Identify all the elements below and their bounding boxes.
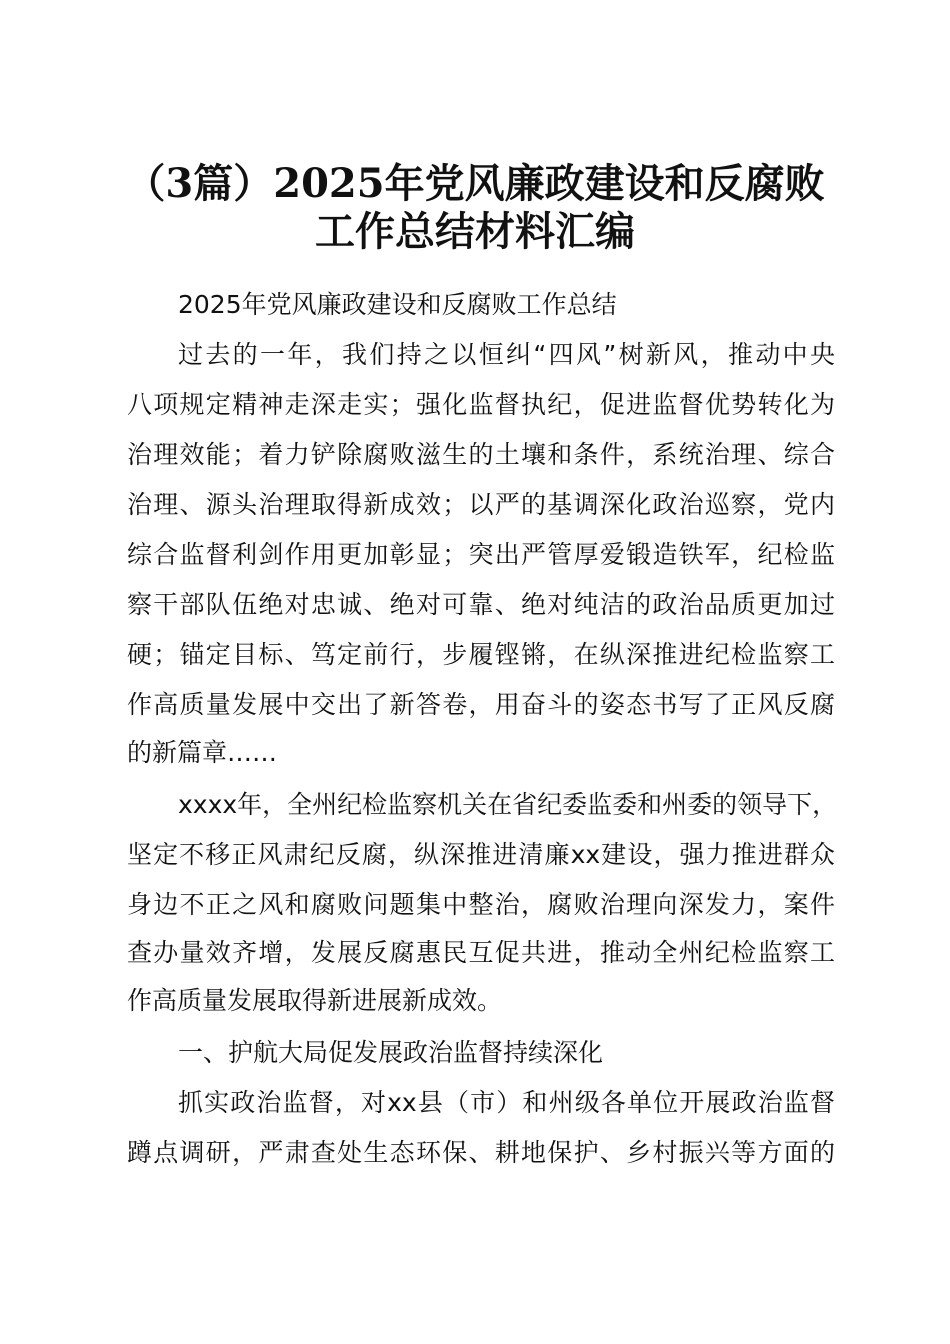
intro-paragraph-line: 过去的一年，我们持之以恒纠“四风”树新风，推动中央 bbox=[178, 340, 835, 369]
intro-paragraph-line: 的新篇章…… bbox=[127, 738, 278, 767]
intro-paragraph-line: 硬；锚定目标、笃定前行，步履铿锵，在纵深推进纪检监察工 bbox=[127, 640, 835, 669]
intro-paragraph-line: 治理、源头治理取得新成效；以严的基调深化政治巡察，党内 bbox=[127, 490, 835, 519]
intro-paragraph-line: 综合监督利剑作用更加彰显；突出严管厚爱锻造铁军，纪检监 bbox=[127, 540, 835, 569]
document-title-line-1: （3篇）2025年党风廉政建设和反腐败 bbox=[125, 160, 825, 207]
summary-paragraph-line: 坚定不移正风肃纪反腐，纵深推进清廉xx建设，强力推进群众 bbox=[127, 840, 835, 869]
section-paragraph-line: 蹲点调研，严肃查处生态环保、耕地保护、乡村振兴等方面的 bbox=[127, 1138, 835, 1167]
section-paragraph-line: 抓实政治监督，对xx县（市）和州级各单位开展政治监督 bbox=[178, 1088, 835, 1117]
intro-paragraph-line: 治理效能；着力铲除腐败滋生的土壤和条件，系统治理、综合 bbox=[127, 440, 835, 469]
intro-paragraph-line: 作高质量发展中交出了新答卷，用奋斗的姿态书写了正风反腐 bbox=[127, 690, 835, 719]
summary-paragraph-line: 查办量效齐增，发展反腐惠民互促共进，推动全州纪检监察工 bbox=[127, 938, 835, 967]
summary-paragraph-line: xxxx年，全州纪检监察机关在省纪委监委和州委的领导下， bbox=[178, 790, 838, 819]
document-subtitle: 2025年党风廉政建设和反腐败工作总结 bbox=[178, 290, 617, 319]
summary-paragraph-line: 身边不正之风和腐败问题集中整治，腐败治理向深发力，案件 bbox=[127, 890, 835, 919]
section-heading-line: 一、护航大局促发展政治监督持续深化 bbox=[178, 1038, 604, 1067]
intro-paragraph-line: 察干部队伍绝对忠诚、绝对可靠、绝对纯洁的政治品质更加过 bbox=[127, 590, 835, 619]
summary-paragraph-line: 作高质量发展取得新进展新成效。 bbox=[127, 986, 503, 1015]
intro-paragraph-line: 八项规定精神走深走实；强化监督执纪，促进监督优势转化为 bbox=[127, 390, 835, 419]
document-title-line-2: 工作总结材料汇编 bbox=[315, 208, 635, 255]
